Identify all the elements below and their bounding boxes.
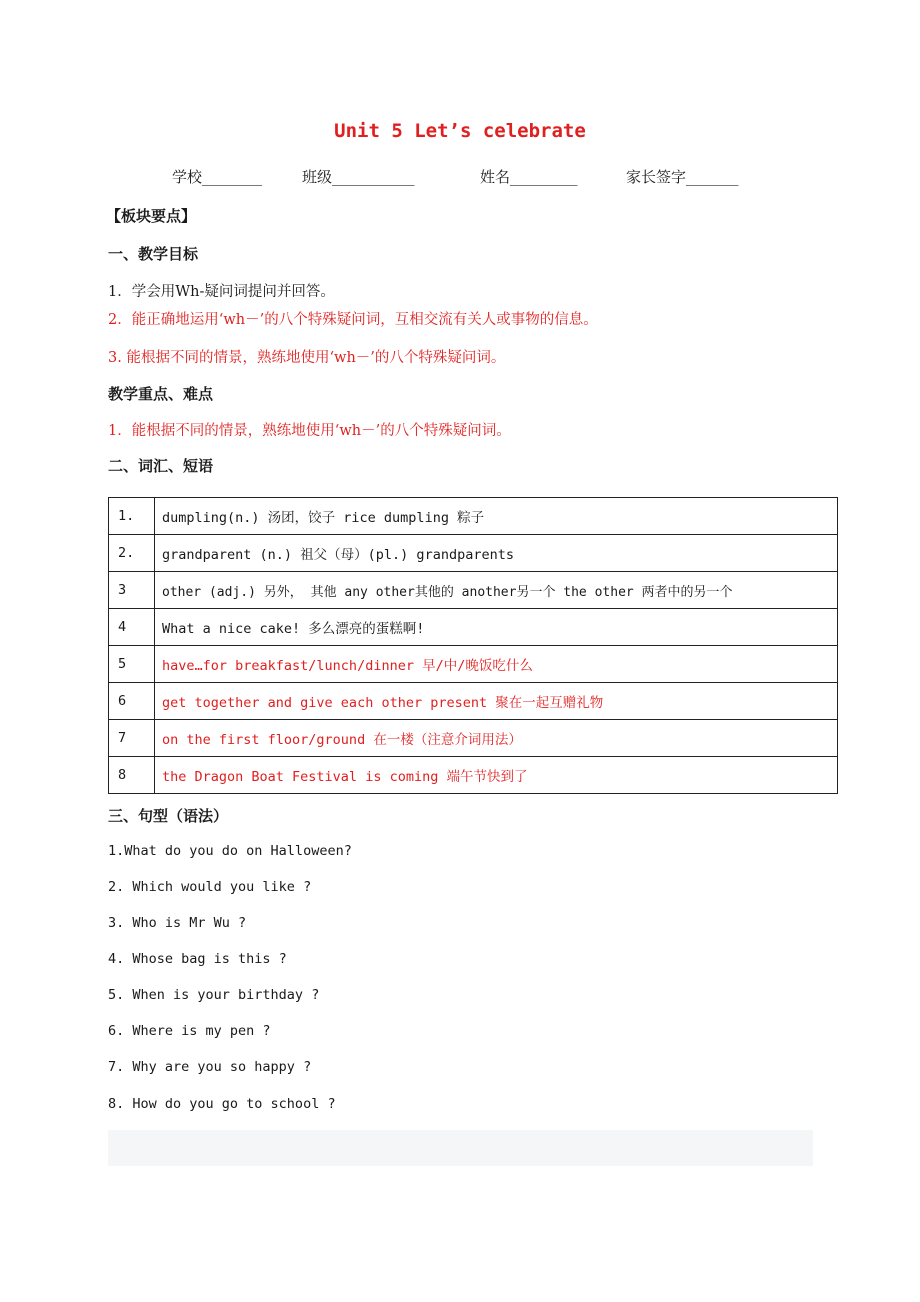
table-row: [109, 609, 838, 646]
row-number: 5: [109, 646, 155, 683]
row-number: 1.: [109, 498, 155, 535]
grammar-item-3: 3. Who is Mr Wu ?: [108, 915, 247, 931]
row-number: 7: [109, 720, 155, 757]
key-points-heading: 【板块要点】: [106, 207, 197, 225]
goals-heading: 一、教学目标: [108, 245, 199, 263]
table-row: [109, 683, 838, 720]
name-field: 姓名_________: [480, 168, 578, 186]
table-row: [109, 720, 838, 757]
row-number: 6: [109, 683, 155, 720]
focus-heading: 教学重点、难点: [108, 385, 214, 403]
goal-item-2: 2．能正确地运用‘wh－’的八个特殊疑问词，互相交流有关人或事物的信息。: [108, 312, 598, 328]
row-number: 2.: [109, 535, 155, 572]
table-row: [109, 498, 838, 535]
row-text: have…for breakfast/lunch/dinner 早/中/晚饭吃什么: [155, 646, 838, 683]
goal-item-3: 3. 能根据不同的情景，熟练地使用‘wh－’的八个特殊疑问词。: [108, 350, 506, 366]
row-text: dumpling(n.) 汤团，饺子 rice dumpling 粽子: [155, 498, 838, 535]
row-text: on the first floor/ground 在一楼（注意介词用法）: [155, 720, 838, 757]
row-number: 4: [109, 609, 155, 646]
table-row: [109, 572, 838, 609]
footer-shade: [108, 1130, 813, 1166]
grammar-item-7: 7. Why are you so happy ?: [108, 1059, 312, 1075]
row-text: What a nice cake! 多么漂亮的蛋糕啊!: [155, 609, 838, 646]
row-text: the Dragon Boat Festival is coming 端午节快到了: [155, 757, 838, 794]
grammar-item-2: 2. Which would you like ?: [108, 879, 312, 895]
grammar-item-6: 6. Where is my pen ?: [108, 1023, 271, 1039]
grammar-item-4: 4. Whose bag is this ?: [108, 951, 287, 967]
table-row: [109, 535, 838, 572]
school-field: 学校________: [172, 168, 263, 186]
vocab-heading: 二、词汇、短语: [108, 457, 214, 475]
vocab-table: [108, 497, 838, 794]
row-text: other (adj.) 另外， 其他 any other其他的 another另一个 the other 两者中的另一个: [155, 572, 838, 609]
parent-sign-field: 家长签字_______: [626, 168, 739, 186]
grammar-item-8: 8. How do you go to school ?: [108, 1096, 336, 1112]
grammar-item-1: 1.What do you do on Halloween?: [108, 843, 352, 859]
grammar-item-5: 5. When is your birthday ?: [108, 987, 320, 1003]
class-field: 班级___________: [302, 168, 415, 186]
row-text: get together and give each other present 聚在一起互赠礼物: [155, 683, 838, 720]
row-number: 3: [109, 572, 155, 609]
table-row: [109, 646, 838, 683]
row-text: grandparent (n.) 祖父（母）(pl.) grandparents: [155, 535, 838, 572]
page-title: Unit 5 Let’s celebrate: [334, 120, 586, 142]
row-number: 8: [109, 757, 155, 794]
table-row: [109, 757, 838, 794]
goal-item-1: 1．学会用Wh-疑问词提问并回答。: [108, 284, 335, 300]
focus-item-1: 1．能根据不同的情景，熟练地使用‘wh－’的八个特殊疑问词。: [108, 423, 511, 439]
grammar-heading: 三、句型（语法）: [108, 807, 229, 825]
